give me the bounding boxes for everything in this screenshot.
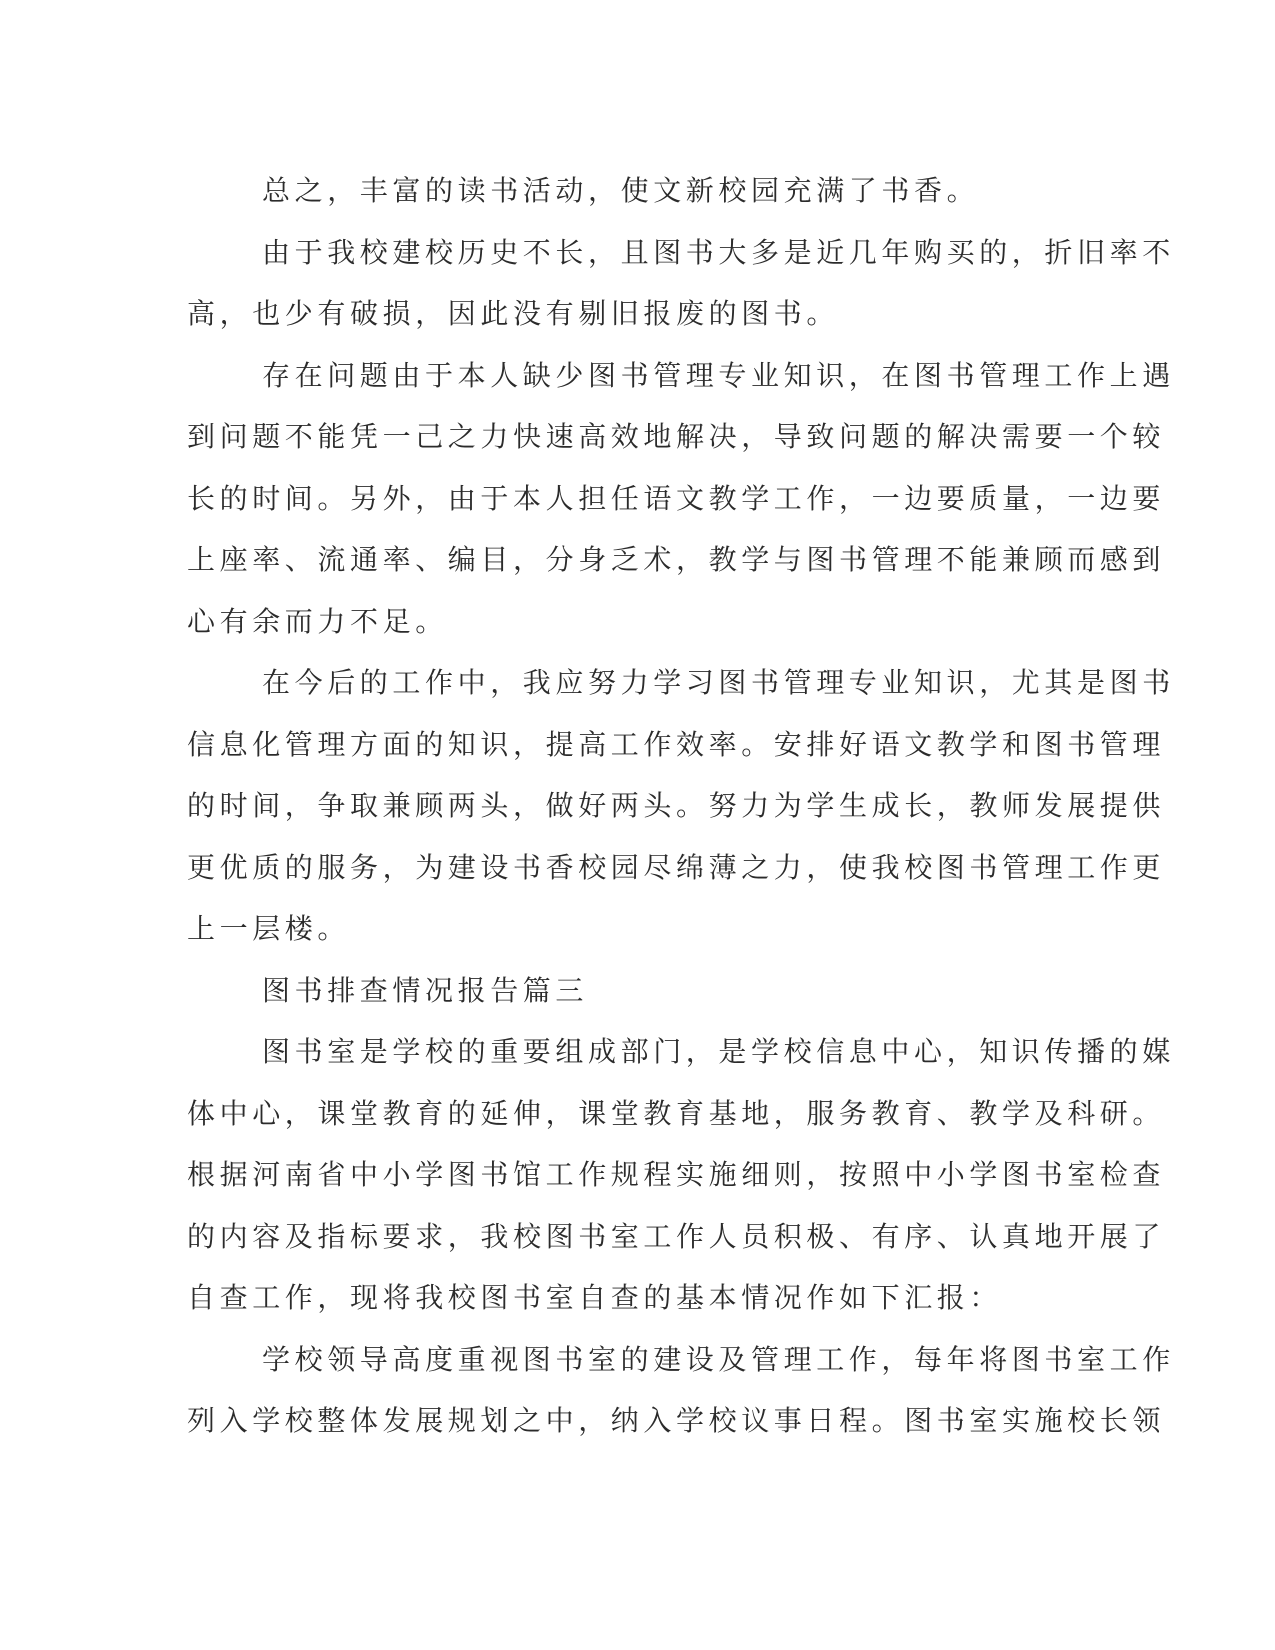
text-line: 信息化管理方面的知识，提高工作效率。安排好语文教学和图书管理 <box>187 727 1166 761</box>
text-line: 心有余而力不足。 <box>187 604 448 638</box>
text-line: 列入学校整体发展规划之中，纳入学校议事日程。图书室实施校长领 <box>187 1404 1166 1437</box>
text-line: 的时间，争取兼顾两头，做好两头。努力为学生成长，教师发展提供 <box>187 789 1166 822</box>
text-line: 图书室是学校的重要组成部门，是学校信息中心，知识传播的媒 <box>262 1035 1175 1068</box>
text-line: 高，也少有破损，因此没有剔旧报废的图书。 <box>187 297 840 330</box>
text-line: 学校领导高度重视图书室的建设及管理工作，每年将图书室工作 <box>262 1342 1175 1376</box>
text-line: 上座率、流通率、编目，分身乏术，教学与图书管理不能兼顾而感到 <box>187 543 1166 576</box>
text-line: 的内容及指标要求，我校图书室工作人员积极、有序、认真地开展了 <box>187 1219 1166 1253</box>
text-line: 长的时间。另外，由于本人担任语文教学工作，一边要质量，一边要 <box>187 481 1166 515</box>
text-line: 体中心，课堂教育的延伸，课堂教育基地，服务教育、教学及科研。 <box>187 1096 1166 1130</box>
document-body <box>187 160 1175 1452</box>
text-line: 更优质的服务，为建设书香校园尽绵薄之力，使我校图书管理工作更 <box>187 850 1166 884</box>
text-line: 到问题不能凭一己之力快速高效地解决，导致问题的解决需要一个较 <box>187 420 1166 453</box>
text-line: 上一层楼。 <box>187 912 351 945</box>
text-line: 根据河南省中小学图书馆工作规程实施细则，按照中小学图书室检查 <box>187 1158 1166 1191</box>
text-line: 由于我校建校历史不长，且图书大多是近几年购买的，折旧率不 <box>262 235 1175 269</box>
text-line: 在今后的工作中，我应努力学习图书管理专业知识，尤其是图书 <box>262 666 1175 699</box>
text-line: 总之，丰富的读书活动，使文新校园充满了书香。 <box>262 174 980 207</box>
text-line: 自查工作，现将我校图书室自查的基本情况作如下汇报： <box>187 1281 1003 1314</box>
section-heading: 图书排查情况报告篇三 <box>262 973 589 1007</box>
text-line: 存在问题由于本人缺少图书管理专业知识，在图书管理工作上遇 <box>262 358 1175 392</box>
